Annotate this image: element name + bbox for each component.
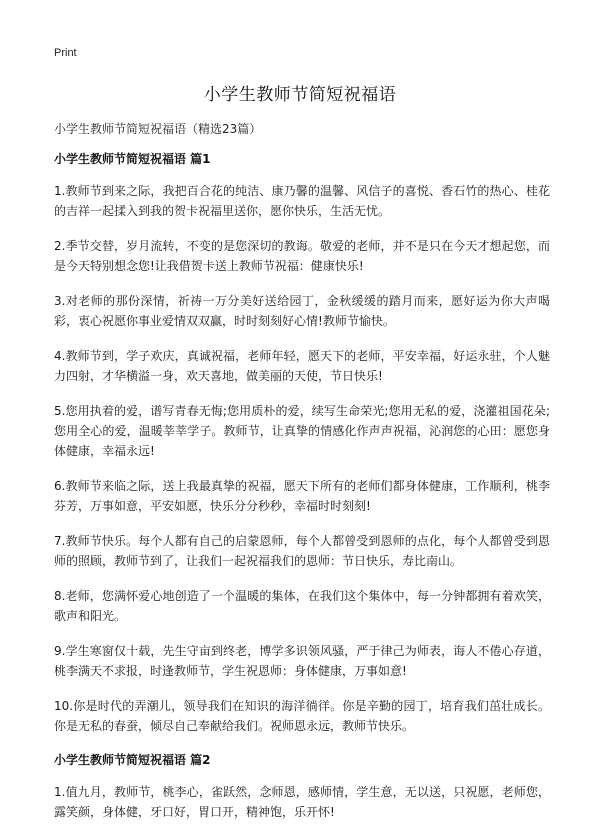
section-2: [54, 751, 550, 822]
paragraph: 7.教师节快乐。每个人都有自己的启蒙恩师，每个人都曾受到恩师的点化，每个人都曾受到恩师的照顾，教师节到了，让我们一起祝福我们的恩师：节日快乐，寿比南山。: [54, 534, 550, 568]
paragraph: 5.您用执着的爱，谱写青春无悔;您用质朴的爱，续写生命荣光;您用无私的爱，浇灌祖国花朵;您用全心的爱，温暖莘莘学子。教师节，让真挚的情感化作声声祝福，沁润您的心田：愿您身体健康，幸福永远!: [54, 404, 550, 458]
print-link[interactable]: Print: [54, 47, 77, 59]
section-1: [54, 150, 550, 736]
paragraph: 10.你是时代的弄潮儿，领导我们在知识的海洋徜徉。你是辛勤的园丁，培育我们茁壮成长。你是无私的春蚕，倾尽自己奉献给我们。祝师恩永远，教师节快乐。: [54, 699, 550, 733]
page-title: 小学生教师节简短祝福语: [203, 85, 397, 105]
paragraph: 3.对老师的那份深情，祈祷一万分美好送给园丁，金秋缓缓的踏月而来，愿好运为你大声喝彩，衷心祝愿你事业爱情双双赢，时时刻刻好心情!教师节愉快。: [54, 294, 550, 328]
paragraph: 8.老师，您满怀爱心地创造了一个温暖的集体，在我们这个集体中，每一分钟都拥有着欢笑，歌声和阳光。: [54, 589, 550, 623]
paragraph: 1.教师节到来之际，我把百合花的纯洁、康乃馨的温馨、风信子的喜悦、香石竹的热心、桂花的吉祥一起揉入到我的贺卡祝福里送你，愿你快乐，生活无忧。: [54, 184, 550, 218]
section-heading: 小学生教师节简短祝福语 篇1: [54, 152, 211, 166]
document-subtitle: 小学生教师节简短祝福语（精选23篇）: [54, 122, 262, 136]
paragraph: 1.值九月，教师节，桃李心，雀跃然，念师恩，感师情，学生意，无以送，只祝愿，老师您，露笑颜，身体健，牙口好，胃口开，精神饱，乐开怀!: [54, 785, 550, 819]
paragraph: 4.教师节到，学子欢庆，真诚祝福，老师年轻，愿天下的老师，平安幸福，好运永驻，个人魅力四射，才华横溢一身，欢天喜地，做美丽的天使，节日快乐!: [54, 349, 550, 383]
paragraph: 2.季节交替，岁月流转，不变的是您深切的教诲。敬爱的老师，并不是只在今天才想起您，而是今天特别想念您!让我借贺卡送上教师节祝福：健康快乐!: [54, 239, 550, 273]
paragraph: 9.学生寒窗仅十载，先生守亩到终老，博学多识领风骚，严于律己为师表，诲人不倦心存道，桃李满天不求报，时逢教师节，学生祝恩师：身体健康，万事如意!: [54, 644, 550, 678]
paragraph: 6.教师节来临之际，送上我最真挚的祝福，愿天下所有的老师们都身体健康，工作顺利，桃李芬芳，万事如意，平安如愿，快乐分分秒秒，幸福时时刻刻!: [54, 479, 550, 513]
section-heading: 小学生教师节简短祝福语 篇2: [54, 753, 211, 767]
document-content: [54, 150, 550, 837]
